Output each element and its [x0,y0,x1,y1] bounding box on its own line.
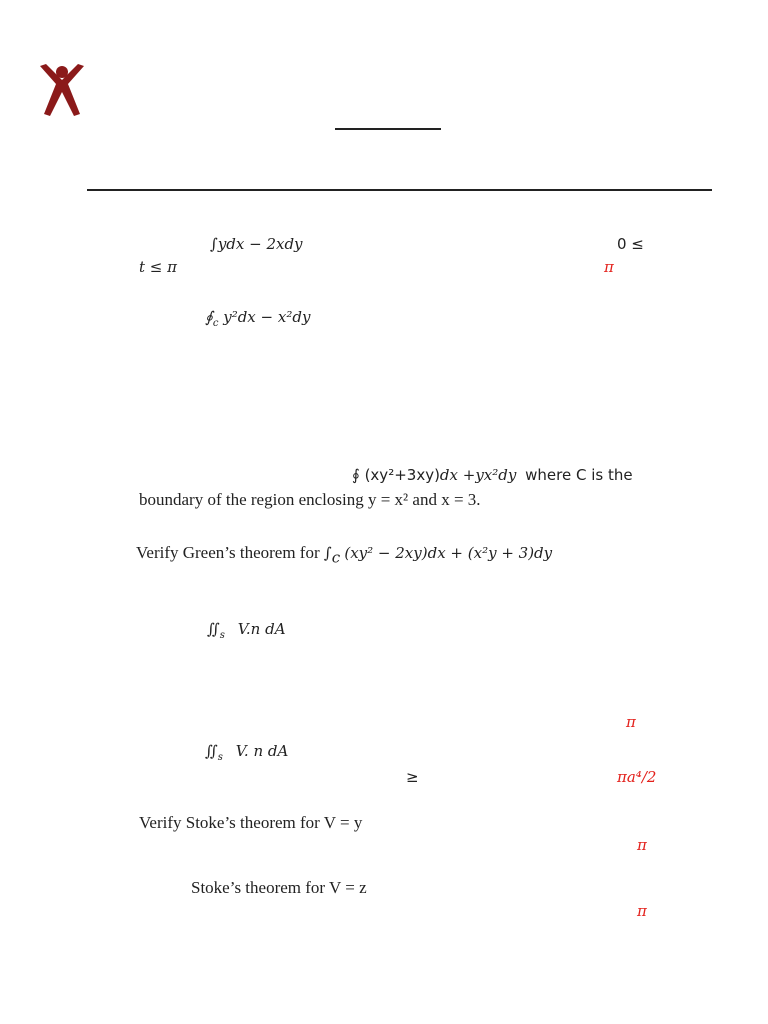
q6-subscript: s [217,752,223,763]
q3-line [352,466,633,484]
q1-range-right: 0 ≤ [617,235,644,253]
q2-subscript: c [212,318,219,329]
q2-expression: y²dx − x²dy [223,308,311,326]
q5-integral-symbol: ∬ [207,620,220,638]
q1-range-left: t ≤ π [139,258,177,276]
q6-line [205,742,289,763]
q5-expression: V.n dA [237,620,286,638]
q4-subscript: c [331,548,341,567]
q6-answer2: πa⁴/2 [617,768,657,786]
q4-line [136,543,553,567]
q6-geq: ≥ [406,768,419,786]
q4-integral-symbol: ∫ [323,544,332,562]
athlete-logo-icon [36,62,88,120]
q7-text: Verify Stoke’s theorem for V = y [139,813,363,832]
title-underline [335,128,441,130]
q1-answer: π [604,258,614,276]
q8-answer: π [637,902,647,920]
q2-integral-symbol: ∮ [205,308,213,326]
q6-integral-symbol: ∬ [205,742,218,760]
q5-subscript: s [219,630,225,641]
q1-integral: ∫ydx − 2xdy [210,235,303,253]
q8-text: Stoke’s theorem for V = z [191,878,367,897]
q3-boundary-text: boundary of the region enclosing y = x² and x = 3. [139,490,481,509]
q4-prefix: Verify Green’s theorem for [136,543,320,562]
q2-line [205,308,311,329]
q7-answer: π [637,836,647,854]
q3-where: where C is the [525,466,633,484]
q4-expression: (xy² − 2xy)dx + (x²y + 3)dy [344,544,553,562]
q6-answer: π [626,713,636,731]
q5-line [207,620,286,641]
q3-expr-a: dx +yx²dy [439,466,517,484]
q3-integral-expr: ∮ (xy²+3xy) [352,466,440,484]
q6-expression: V. n dA [235,742,289,760]
header-divider [87,189,712,191]
